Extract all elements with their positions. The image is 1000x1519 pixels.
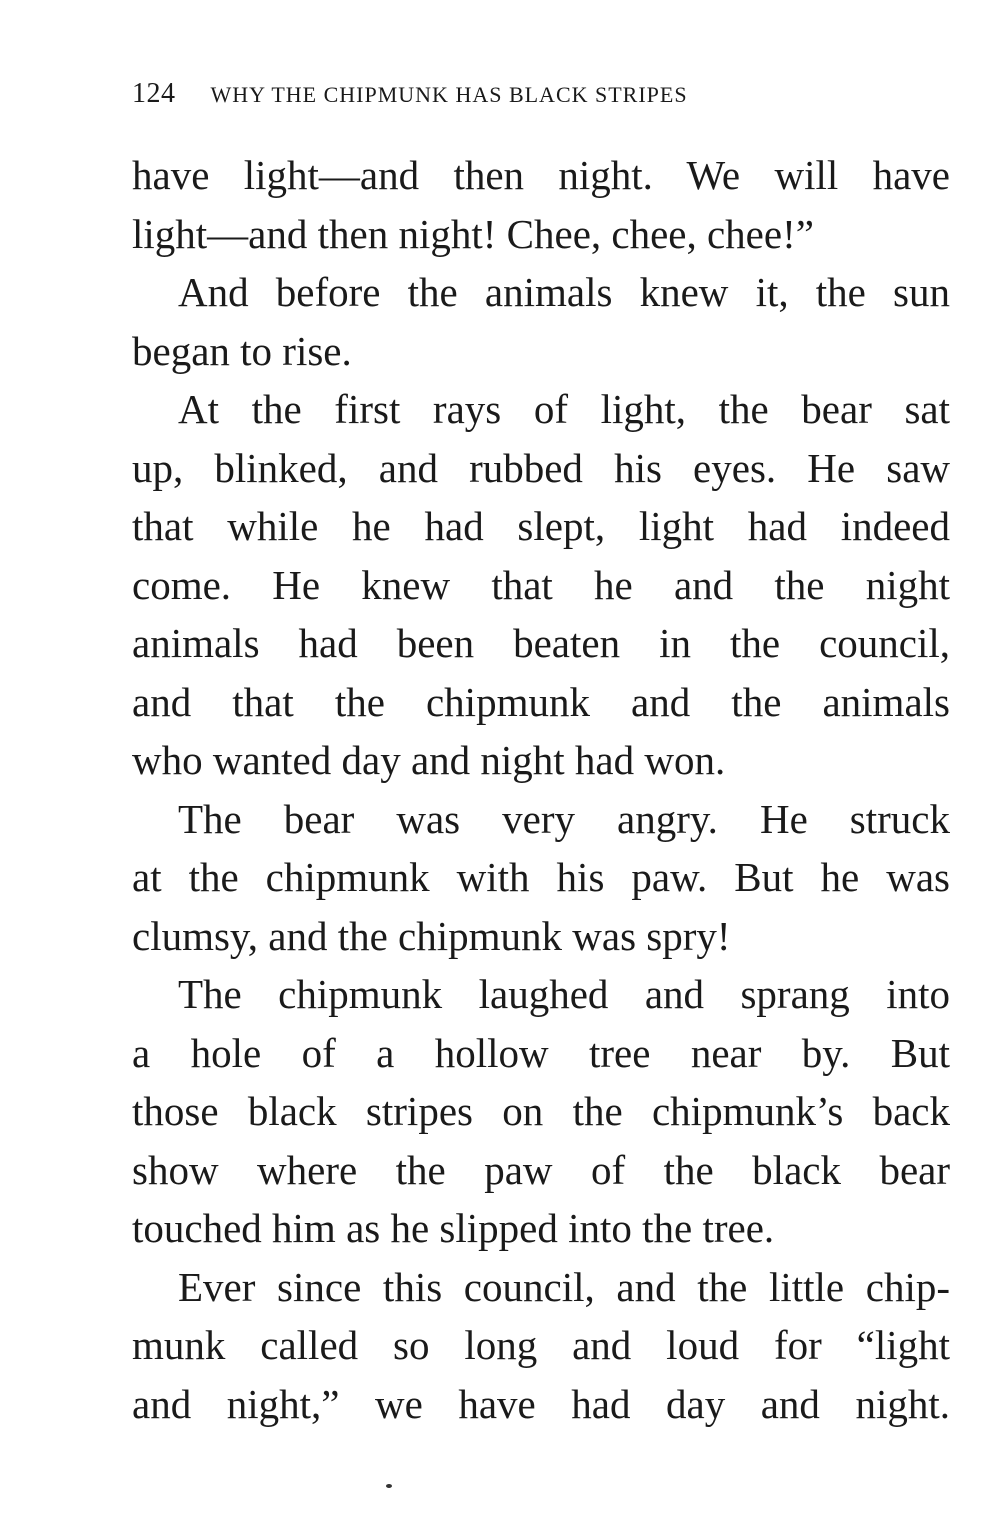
text-line: come. He knew that he and the night <box>132 561 950 608</box>
page-number: 124 <box>132 78 176 109</box>
running-head <box>132 78 862 114</box>
text-line: and night,” we have had day and night. <box>132 1380 950 1427</box>
text-line: And before the animals knew it, the sun <box>178 269 950 315</box>
text-line: who wanted day and night had won. <box>132 737 726 783</box>
text-line: Ever since this council, and the little chip- <box>178 1263 950 1310</box>
text-line: and that the chipmunk and the animals <box>132 678 950 725</box>
text-line: The chipmunk laughed and sprang into <box>178 971 950 1017</box>
running-title: WHY THE CHIPMUNK HAS BLACK STRIPES <box>210 82 688 107</box>
text-line: At the first rays of light, the bear sat <box>178 386 950 432</box>
text-line: those black stripes on the chipmunk’s back <box>132 1088 950 1134</box>
text-line: The bear was very angry. He struck <box>178 795 950 842</box>
text-line: animals had been beaten in the council, <box>132 620 950 666</box>
text-line: that while he had slept, light had indeed <box>132 503 950 549</box>
text-line: show where the paw of the black bear <box>132 1146 950 1193</box>
text-line: light—and then night! Chee, chee, chee!” <box>132 210 814 257</box>
text-line: up, blinked, and rubbed his eyes. He saw <box>132 444 950 491</box>
printer-mark <box>386 1484 392 1488</box>
text-line: at the chipmunk with his paw. But he was <box>132 854 950 900</box>
body-text <box>132 146 950 1433</box>
text-line: a hole of a hollow tree near by. But <box>132 1029 950 1076</box>
text-line: began to rise. <box>132 327 352 374</box>
text-line: clumsy, and the chipmunk was spry! <box>132 912 731 959</box>
text-line: munk called so long and loud for “light <box>132 1322 950 1368</box>
text-line: have light—and then night. We will have <box>132 152 950 198</box>
text-line: touched him as he slipped into the tree. <box>132 1205 775 1251</box>
